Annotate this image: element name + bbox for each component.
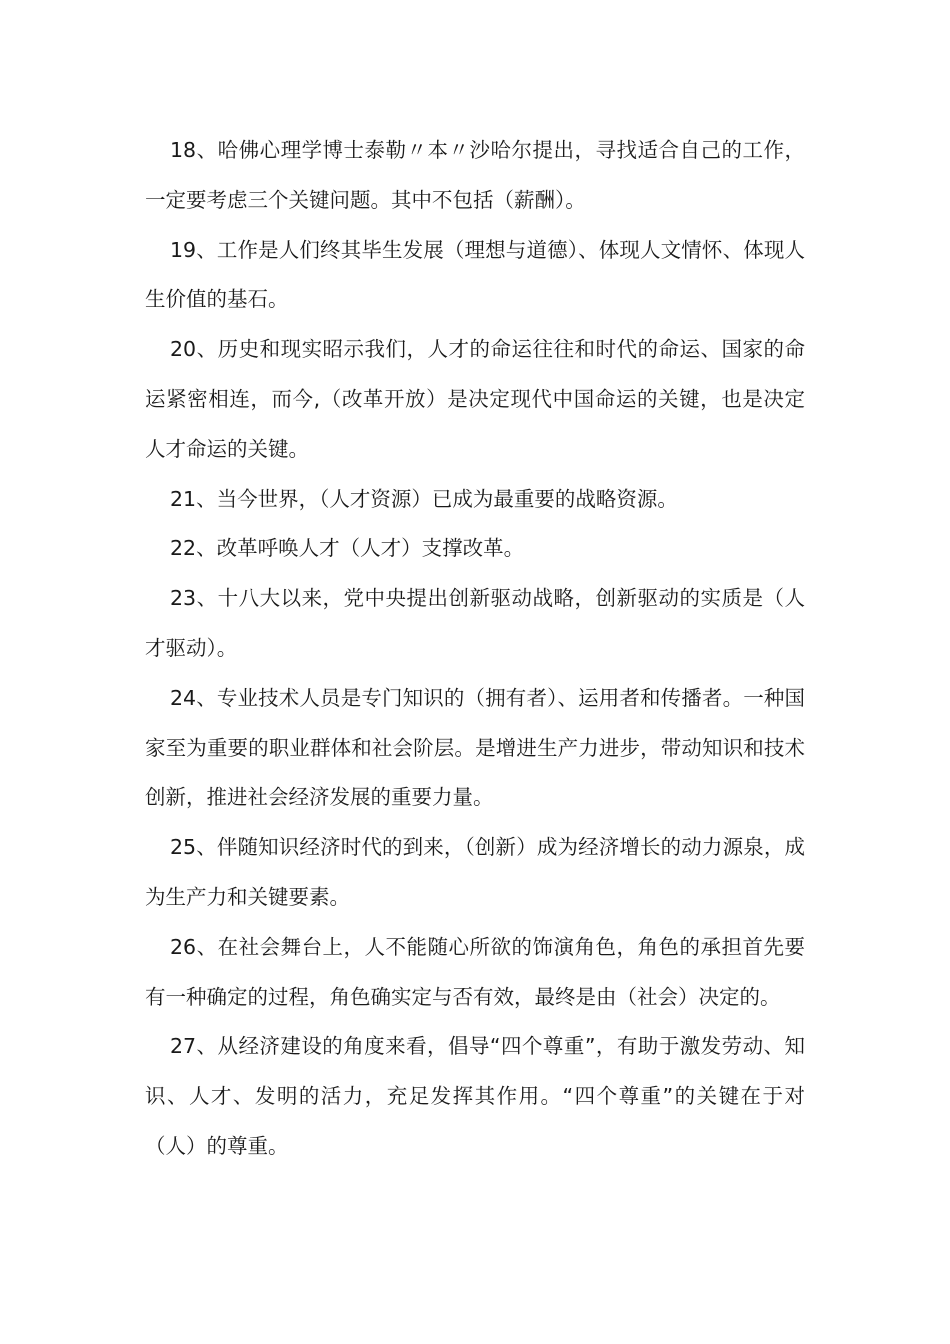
document-body [145, 126, 805, 1172]
paragraph-26: 26、在社会舞台上，人不能随心所欲的饰演角色，角色的承担首先要有一种确定的过程，角色确实定与否有效，最终是由（社会）决定的。 [145, 934, 805, 1009]
paragraph-27: 27、从经济建设的角度来看，倡导“四个尊重”，有助于激发劳动、知识、人才、发明的活力，充足发挥其作用。“四个尊重”的关键在于对（人）的尊重。 [145, 1034, 805, 1158]
paragraph-22: 22、改革呼唤人才（人才）支撑改革。 [170, 536, 525, 561]
paragraph-24: 24、专业技术人员是专门知识的（拥有者）、运用者和传播者。一种国家至为重要的职业群体和社会阶层。是增进生产力进步，带动知识和技术创新，推进社会经济发展的重要力量。 [145, 685, 805, 810]
paragraph-19: 19、工作是人们终其毕生发展（理想与道德）、体现人文情怀、体现人生价值的基石。 [145, 237, 805, 312]
paragraph-25: 25、伴随知识经济时代的到来，（创新）成为经济增长的动力源泉，成为生产力和关键要素。 [145, 835, 805, 909]
paragraph-20: 20、历史和现实昭示我们，人才的命运往往和时代的命运、国家的命运紧密相连，而今,（改革开放）是决定现代中国命运的关键，也是决定人才命运的关键。 [145, 337, 805, 461]
paragraph-18: 18、哈佛心理学博士泰勒〃本〃沙哈尔提出，寻找适合自己的工作，一定要考虑三个关键问题。其中不包括（薪酬）。 [145, 138, 805, 212]
paragraph-21: 21、当今世界，（人才资源）已成为最重要的战略资源。 [170, 486, 678, 511]
paragraph-23: 23、十八大以来，党中央提出创新驱动战略，创新驱动的实质是（人才驱动）。 [145, 586, 805, 660]
